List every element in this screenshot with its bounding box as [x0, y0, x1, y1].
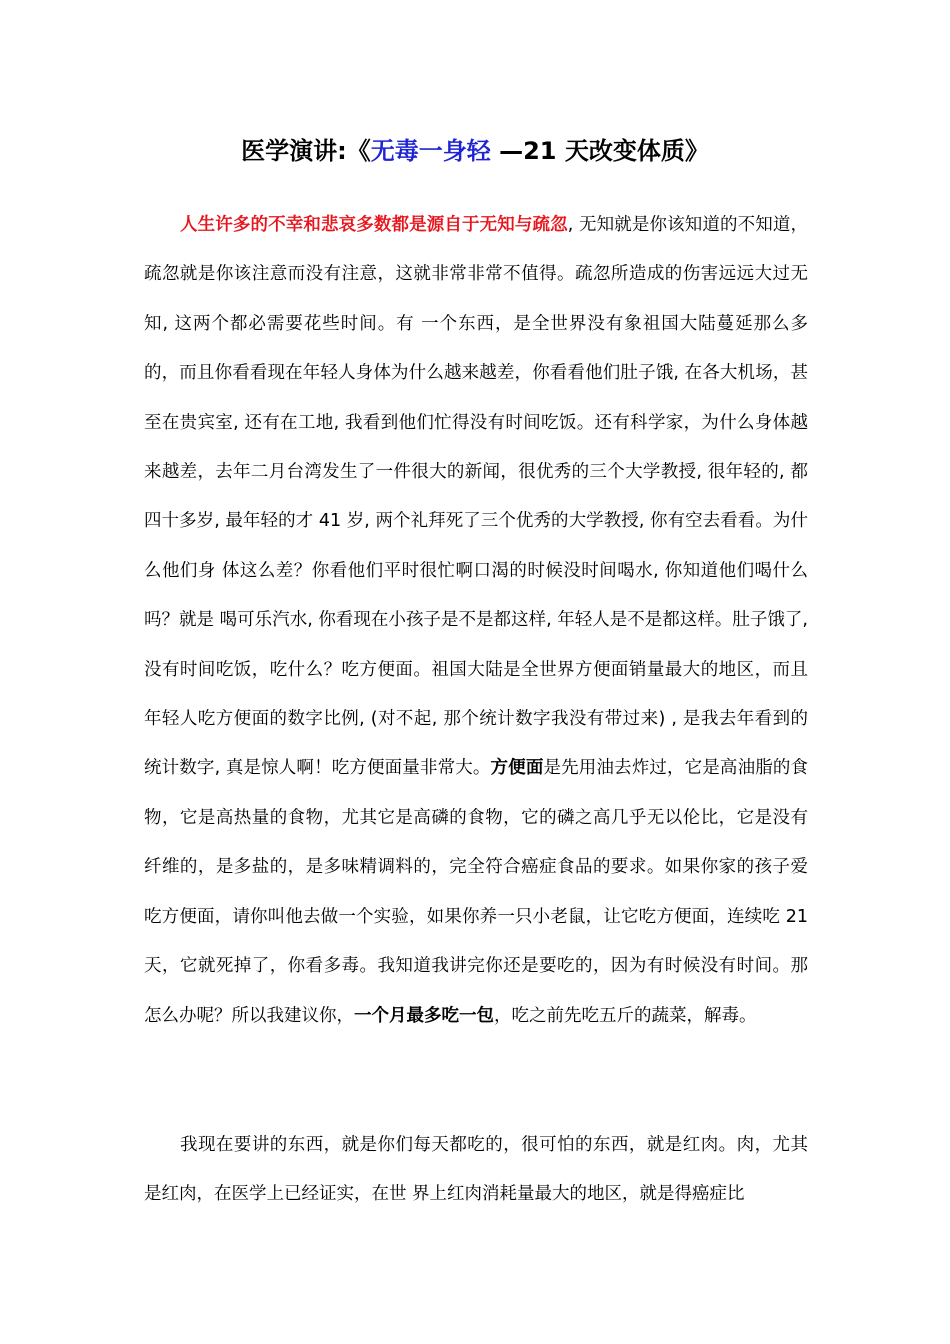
title-suffix: —21 天改变体质》 — [490, 137, 709, 165]
title-highlight: 无毒一身轻 — [370, 137, 491, 165]
paragraph-1 — [144, 201, 808, 1041]
bold-instant-noodles: 方便面 — [490, 758, 544, 779]
paragraph-1-text-e: ，吃之前先吃五斤的蔬菜，解毒。 — [494, 1005, 757, 1026]
page-title — [0, 133, 950, 169]
bold-one-pack-per-month: 一个月最多吃一包 — [354, 1005, 494, 1026]
title-prefix: 医学演讲:《 — [241, 137, 371, 165]
paragraph-2: 我现在要讲的东西，就是你们每天都吃的，很可怕的东西，就是红肉。肉，尤其是红肉，在医学上已经证实，在世 界上红肉消耗量最大的地区，就是得癌症比 — [144, 1135, 808, 1205]
red-lead-sentence: 人生许多的不幸和悲哀多数都是源自于无知与疏忽 — [180, 215, 568, 235]
paragraph-1-text-c: 是先用油去炸过，它是高油脂的食物，它是高热量的食物，尤其它是高磷的食物，它的磷之高几乎无以伦比，它是没有纤维的，是多盐的，是多味精调料的，完全符合癌症食品的要求。如果你家的孩子爱吃方便面，请你叫他去做一个实验，如果你养一只小老鼠，让它吃方便面，连续吃 21 天，它就死掉了，你看多毒。我知道我讲完你还是要吃的，因为有时候没有时间。那怎么办呢？所以我建议你， — [144, 758, 809, 1026]
paragraph-1-text-a: , 无知就是你该知道的不知道，疏忽就是你该注意而没有注意，这就非常非常不值得。疏忽所造成的伤害远远大过无知, 这两个都必需要花些时间。有 一个东西，是全世界没有象祖国大陆蔓延那么多的，而且你看看现在年轻人身体为什么越来越差，你看看他们肚子饿, 在各大机场，甚至在贵宾室, 还有在工地, 我看到他们忙得没有时间吃饭。还有科学家，为什么身体越来越差，去年二月台湾发生了一件很大的新闻，很优秀的三个大学教授, 很年轻的, 都四十多岁, 最年轻的才 41 岁, 两个礼拜死了三个优秀的大学教授, 你有空去看看。为什么他们身 体这么差？你看他们平时很忙啊口渴的时候没时间喝水, 你知道他们喝什么吗？就是 喝可乐汽水, 你看现在小孩子是不是都这样, 年轻人是不是都这样。肚子饿了, 没有时间吃饭，吃什么？吃方便面。祖国大陆是全世界方便面销量最大的地区，而且年轻人吃方便面的数字比例, (对不起, 那个统计数字我没有带过来) , 是我去年看到的统计数字, 真是惊人啊！吃方便面量非常大。 — [144, 215, 808, 779]
